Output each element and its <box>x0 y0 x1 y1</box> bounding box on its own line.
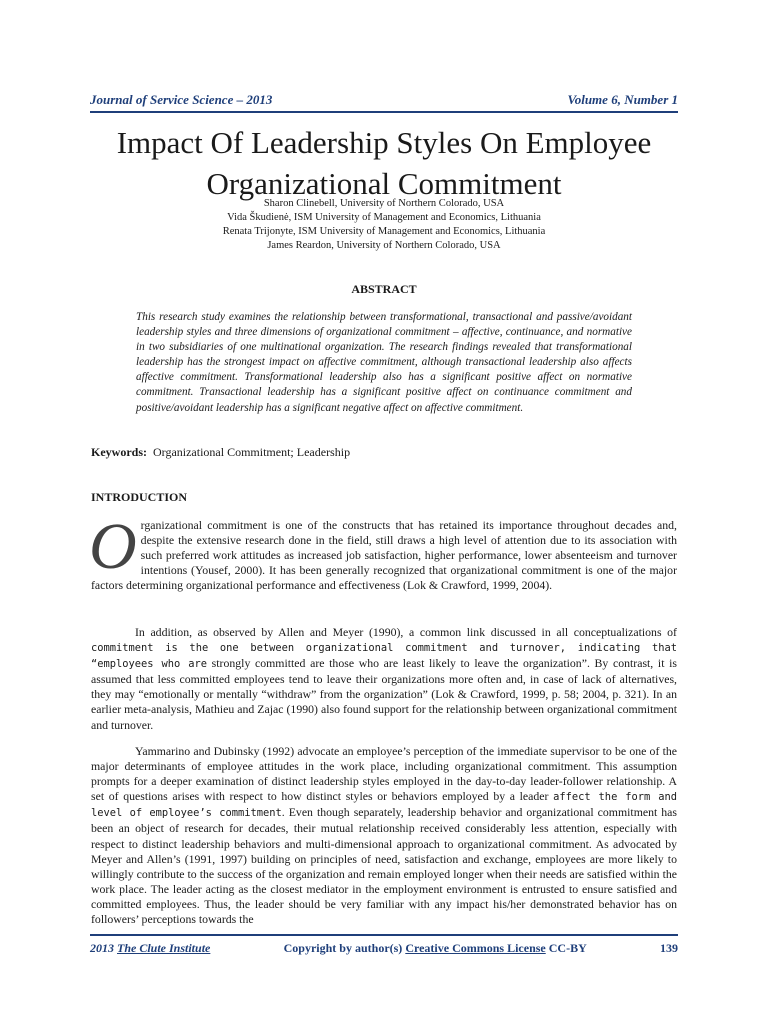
intro-paragraph-3-b: affect the form and level of employee’s commitment <box>91 791 677 820</box>
keywords <box>91 445 677 460</box>
intro-paragraph-3-a: Yammarino and Dubinsky (1992) advocate an employee’s perception of the immediate supervisor to be one of the major determinants of employee attitudes in the work place, including organizational commitment. This assumption prompts for a deeper examination of distinct leadership styles employed in the day-to-day leader-follower relationship. A set of questions arises with respect to how distinct styles or behaviors employed by a leader <box>91 744 677 804</box>
footer-copyright <box>284 941 587 956</box>
abstract-text: This research study examines the relationship between transformational, transactional and passive/avoidant leadership styles and three dimensions of organizational commitment – affective, continuance, and normative in two subsidiaries of one multinational organization. The research findings revealed that transformational leadership has the strongest impact on affective commitment, although transactional leadership also affects affective commitment. Transformational leadership also has a significant positive affect on normative commitment. Transactional leadership has a significant positive affect on continuance commitment and positive/avoidant leadership has a significant negative affect on affective commitment. <box>136 311 632 414</box>
intro-paragraph-1-text: rganizational commitment is one of the constructs that has retained its importance throughout decades and, despite the extensive research done in the field, still draws a high level of attention due to its association with such preferred work attitudes as increased job satisfaction, higher performance, lower absenteeism and turnover intentions (Yousef, 2000). It has been generally recognized that organizational commitment is one of the major factors determining organizational performance and effectiveness (Lok & Crawford, 1999, 2004). <box>91 518 677 593</box>
title-line-1: Impact Of Leadership Styles On Employee <box>116 125 652 160</box>
introduction-heading: INTRODUCTION <box>91 490 188 504</box>
author-3: Renata Trijonyte, ISM University of Management and Economics, Lithuania <box>222 226 546 237</box>
author-list <box>150 197 618 253</box>
publisher-link[interactable]: The Clute Institute <box>117 941 211 955</box>
intro-paragraph-2 <box>91 625 677 733</box>
journal-name: Journal of Service Science – 2013 <box>90 92 273 107</box>
license-suffix: CC-BY <box>548 941 587 955</box>
author-1: Sharon Clinebell, University of Northern Colorado, USA <box>263 198 505 209</box>
keywords-label: Keywords: <box>91 445 147 459</box>
author-4: James Reardon, University of Northern Colorado, USA <box>267 240 501 251</box>
drop-cap: O <box>89 510 137 583</box>
title-line-2: Organizational Commitment <box>206 166 562 201</box>
author-2: Vida Škudienė, ISM University of Management and Economics, Lithuania <box>227 212 541 223</box>
footer-year: 2013 <box>90 941 114 955</box>
abstract-heading: ABSTRACT <box>351 282 417 296</box>
intro-paragraph-1 <box>89 510 677 593</box>
footer-publisher <box>90 941 210 956</box>
copyright-prefix: Copyright by author(s) <box>283 941 403 955</box>
running-header <box>90 92 678 113</box>
keywords-value: Organizational Commitment; Leadership <box>153 445 351 459</box>
intro-paragraph-3 <box>91 744 677 927</box>
running-footer <box>90 934 678 956</box>
intro-paragraph-2-a: In addition, as observed by Allen and Meyer (1990), a common link discussed in all conceptualizations of <box>135 625 677 639</box>
license-link[interactable]: Creative Commons License <box>405 941 546 955</box>
page-number: 139 <box>660 941 678 955</box>
volume-number: Volume 6, Number 1 <box>567 92 678 107</box>
intro-paragraph-2-b: commitment is the one between organizational commitment and turnover, indicating that “employees who are <box>91 642 677 671</box>
intro-paragraph-2-c: strongly committed are those who are least likely to leave the organization”. By contrast, it is assumed that less committed employees tend to leave their organizations more often and, in case of lack of alternatives, they may “emotionally or mentally “withdraw” from the organization” (Lok & Crawford, 1999, p. 58; 2004, p. 321). In an earlier meta-analysis, Mathieu and Zajac (1990) also found support for the relationship between organizational commitment and turnover. <box>91 656 677 732</box>
paper-title <box>60 122 708 204</box>
intro-paragraph-3-c: . Even though separately, leadership behavior and organizational commitment has been an object of research for decades, their mutual relationship received considerably less attention, especially with respect to distinct leadership behaviors and multi-dimensional approach to organizational commitment. As advocated by Meyer and Allen’s (1991, 1997) building on principles of need, satisfaction and exchange, employees are more likely to willingly contribute to the success of the organization and remain employed longer when their needs are satisfied within the work place. The leader acting as the closest mediator in the employment environment is entrusted to ensure satisfied and committed employees. Thus, the leader should be very familiar with any impact his/her demonstrated behavior has on followers’ perceptions towards the <box>91 805 677 927</box>
